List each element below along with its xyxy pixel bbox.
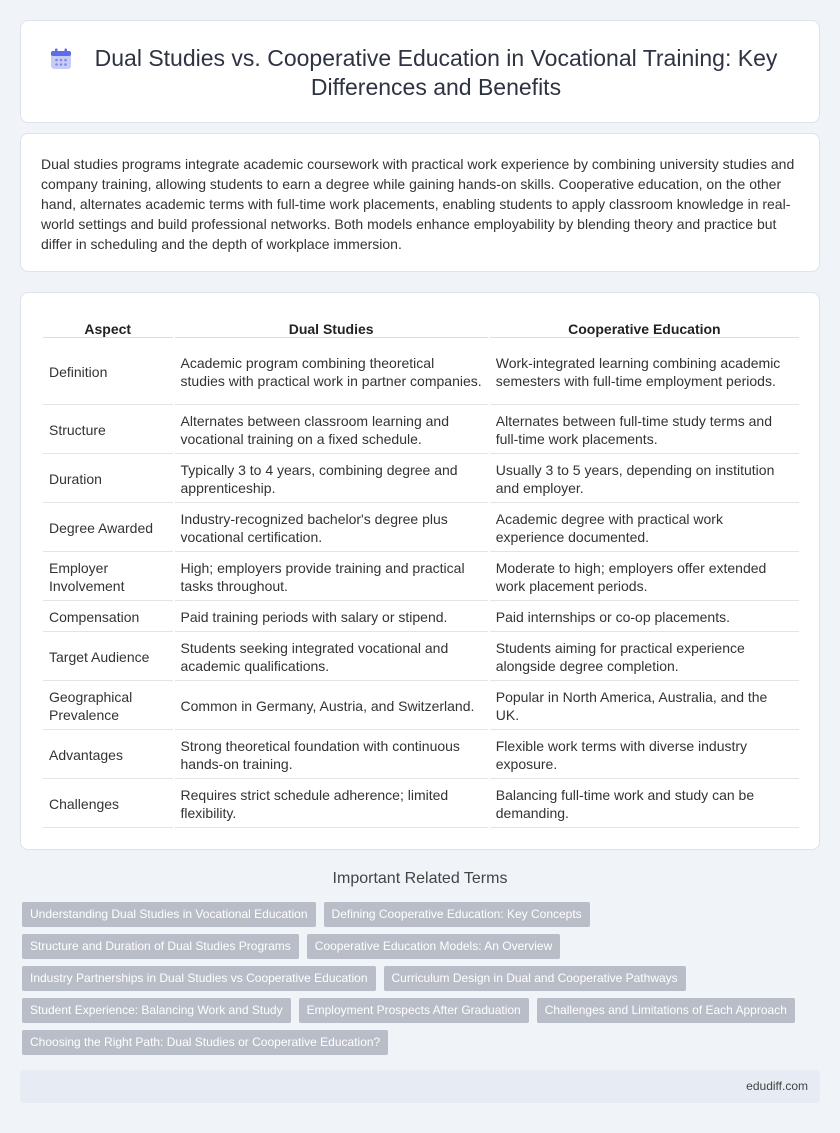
table-row — [43, 603, 799, 632]
footer-brand-link[interactable]: edudiff.com — [746, 1079, 808, 1093]
header-card — [20, 20, 820, 123]
cell-aspect: Challenges — [43, 781, 173, 828]
table-row — [43, 732, 799, 779]
comparison-table — [41, 314, 801, 830]
related-term-tag[interactable]: Student Experience: Balancing Work and Study — [22, 998, 291, 1023]
cell-cooperative-education: Moderate to high; employers offer extended work placement periods. — [490, 554, 799, 601]
related-term-tag[interactable]: Understanding Dual Studies in Vocational Education — [22, 902, 316, 927]
cell-cooperative-education: Paid internships or co-op placements. — [490, 603, 799, 632]
cell-aspect: Advantages — [43, 732, 173, 779]
footer — [20, 1070, 820, 1103]
cell-cooperative-education: Popular in North America, Australia, and the UK. — [490, 683, 799, 730]
intro-card — [20, 133, 820, 272]
cell-dual-studies: Alternates between classroom learning and vocational training on a fixed schedule. — [175, 407, 488, 454]
cell-dual-studies: Paid training periods with salary or stipend. — [175, 603, 488, 632]
cell-aspect: Target Audience — [43, 634, 173, 681]
related-term-tag[interactable]: Defining Cooperative Education: Key Concepts — [324, 902, 590, 927]
related-term-tag[interactable]: Curriculum Design in Dual and Cooperative Pathways — [384, 966, 686, 991]
cell-dual-studies: Industry-recognized bachelor's degree plus vocational certification. — [175, 505, 488, 552]
related-term-tag[interactable]: Choosing the Right Path: Dual Studies or Cooperative Education? — [22, 1030, 388, 1055]
cell-dual-studies: High; employers provide training and practical tasks throughout. — [175, 554, 488, 601]
related-term-tag[interactable]: Challenges and Limitations of Each Approach — [537, 998, 795, 1023]
header-cooperative-education: Cooperative Education — [490, 316, 799, 338]
table-row — [43, 781, 799, 828]
table-header-row — [43, 316, 799, 338]
header-aspect: Aspect — [43, 316, 173, 338]
tag-row — [22, 902, 802, 927]
cell-dual-studies: Students seeking integrated vocational and academic qualifications. — [175, 634, 488, 681]
cell-aspect: Compensation — [43, 603, 173, 632]
cell-cooperative-education: Academic degree with practical work experience documented. — [490, 505, 799, 552]
table-row — [43, 683, 799, 730]
related-term-tag[interactable]: Structure and Duration of Dual Studies Programs — [22, 934, 299, 959]
cell-dual-studies: Academic program combining theoretical studies with practical work in partner companies. — [175, 340, 488, 405]
related-terms-list — [22, 902, 802, 1062]
related-term-tag[interactable]: Employment Prospects After Graduation — [299, 998, 529, 1023]
cell-aspect: Definition — [43, 340, 173, 405]
intro-paragraph: Dual studies programs integrate academic coursework with practical work experience by combining university studies and company training, allowing students to earn a degree while gaining hands-on skills. Cooperative education, on the other hand, alternates academic terms with full-time work placements, enabling students to apply classroom knowledge in real-world settings and build professional networks. Both models enhance employability by blending theory and practice but differ in scheduling and the depth of workplace immersion. — [41, 156, 795, 252]
related-term-tag[interactable]: Industry Partnerships in Dual Studies vs Cooperative Education — [22, 966, 376, 991]
tag-row — [22, 998, 802, 1023]
cell-dual-studies: Typically 3 to 4 years, combining degree and apprenticeship. — [175, 456, 488, 503]
page-title: Dual Studies vs. Cooperative Education in Vocational Training: Key Differences and Benefits — [94, 45, 778, 100]
cell-aspect: Employer Involvement — [43, 554, 173, 601]
cell-cooperative-education: Alternates between full-time study terms and full-time work placements. — [490, 407, 799, 454]
cell-aspect: Structure — [43, 407, 173, 454]
table-row — [43, 554, 799, 601]
tag-row — [22, 966, 802, 991]
related-terms-title: Important Related Terms — [332, 870, 508, 887]
cell-aspect: Duration — [43, 456, 173, 503]
cell-cooperative-education: Work-integrated learning combining academic semesters with full-time employment periods. — [490, 340, 799, 405]
header-dual-studies: Dual Studies — [175, 316, 488, 338]
cell-cooperative-education: Balancing full-time work and study can be demanding. — [490, 781, 799, 828]
tag-row — [22, 934, 802, 959]
cell-dual-studies: Common in Germany, Austria, and Switzerland. — [175, 683, 488, 730]
cell-dual-studies: Requires strict schedule adherence; limited flexibility. — [175, 781, 488, 828]
related-term-tag[interactable]: Cooperative Education Models: An Overview — [307, 934, 560, 959]
cell-cooperative-education: Flexible work terms with diverse industry exposure. — [490, 732, 799, 779]
table-row — [43, 340, 799, 405]
table-row — [43, 505, 799, 552]
cell-aspect: Geographical Prevalence — [43, 683, 173, 730]
calendar-icon — [49, 47, 73, 71]
table-row — [43, 456, 799, 503]
table-row — [43, 634, 799, 681]
cell-cooperative-education: Students aiming for practical experience alongside degree completion. — [490, 634, 799, 681]
cell-aspect: Degree Awarded — [43, 505, 173, 552]
tag-row — [22, 1030, 802, 1055]
table-row — [43, 407, 799, 454]
comparison-card — [20, 292, 820, 850]
cell-cooperative-education: Usually 3 to 5 years, depending on institution and employer. — [490, 456, 799, 503]
cell-dual-studies: Strong theoretical foundation with continuous hands-on training. — [175, 732, 488, 779]
